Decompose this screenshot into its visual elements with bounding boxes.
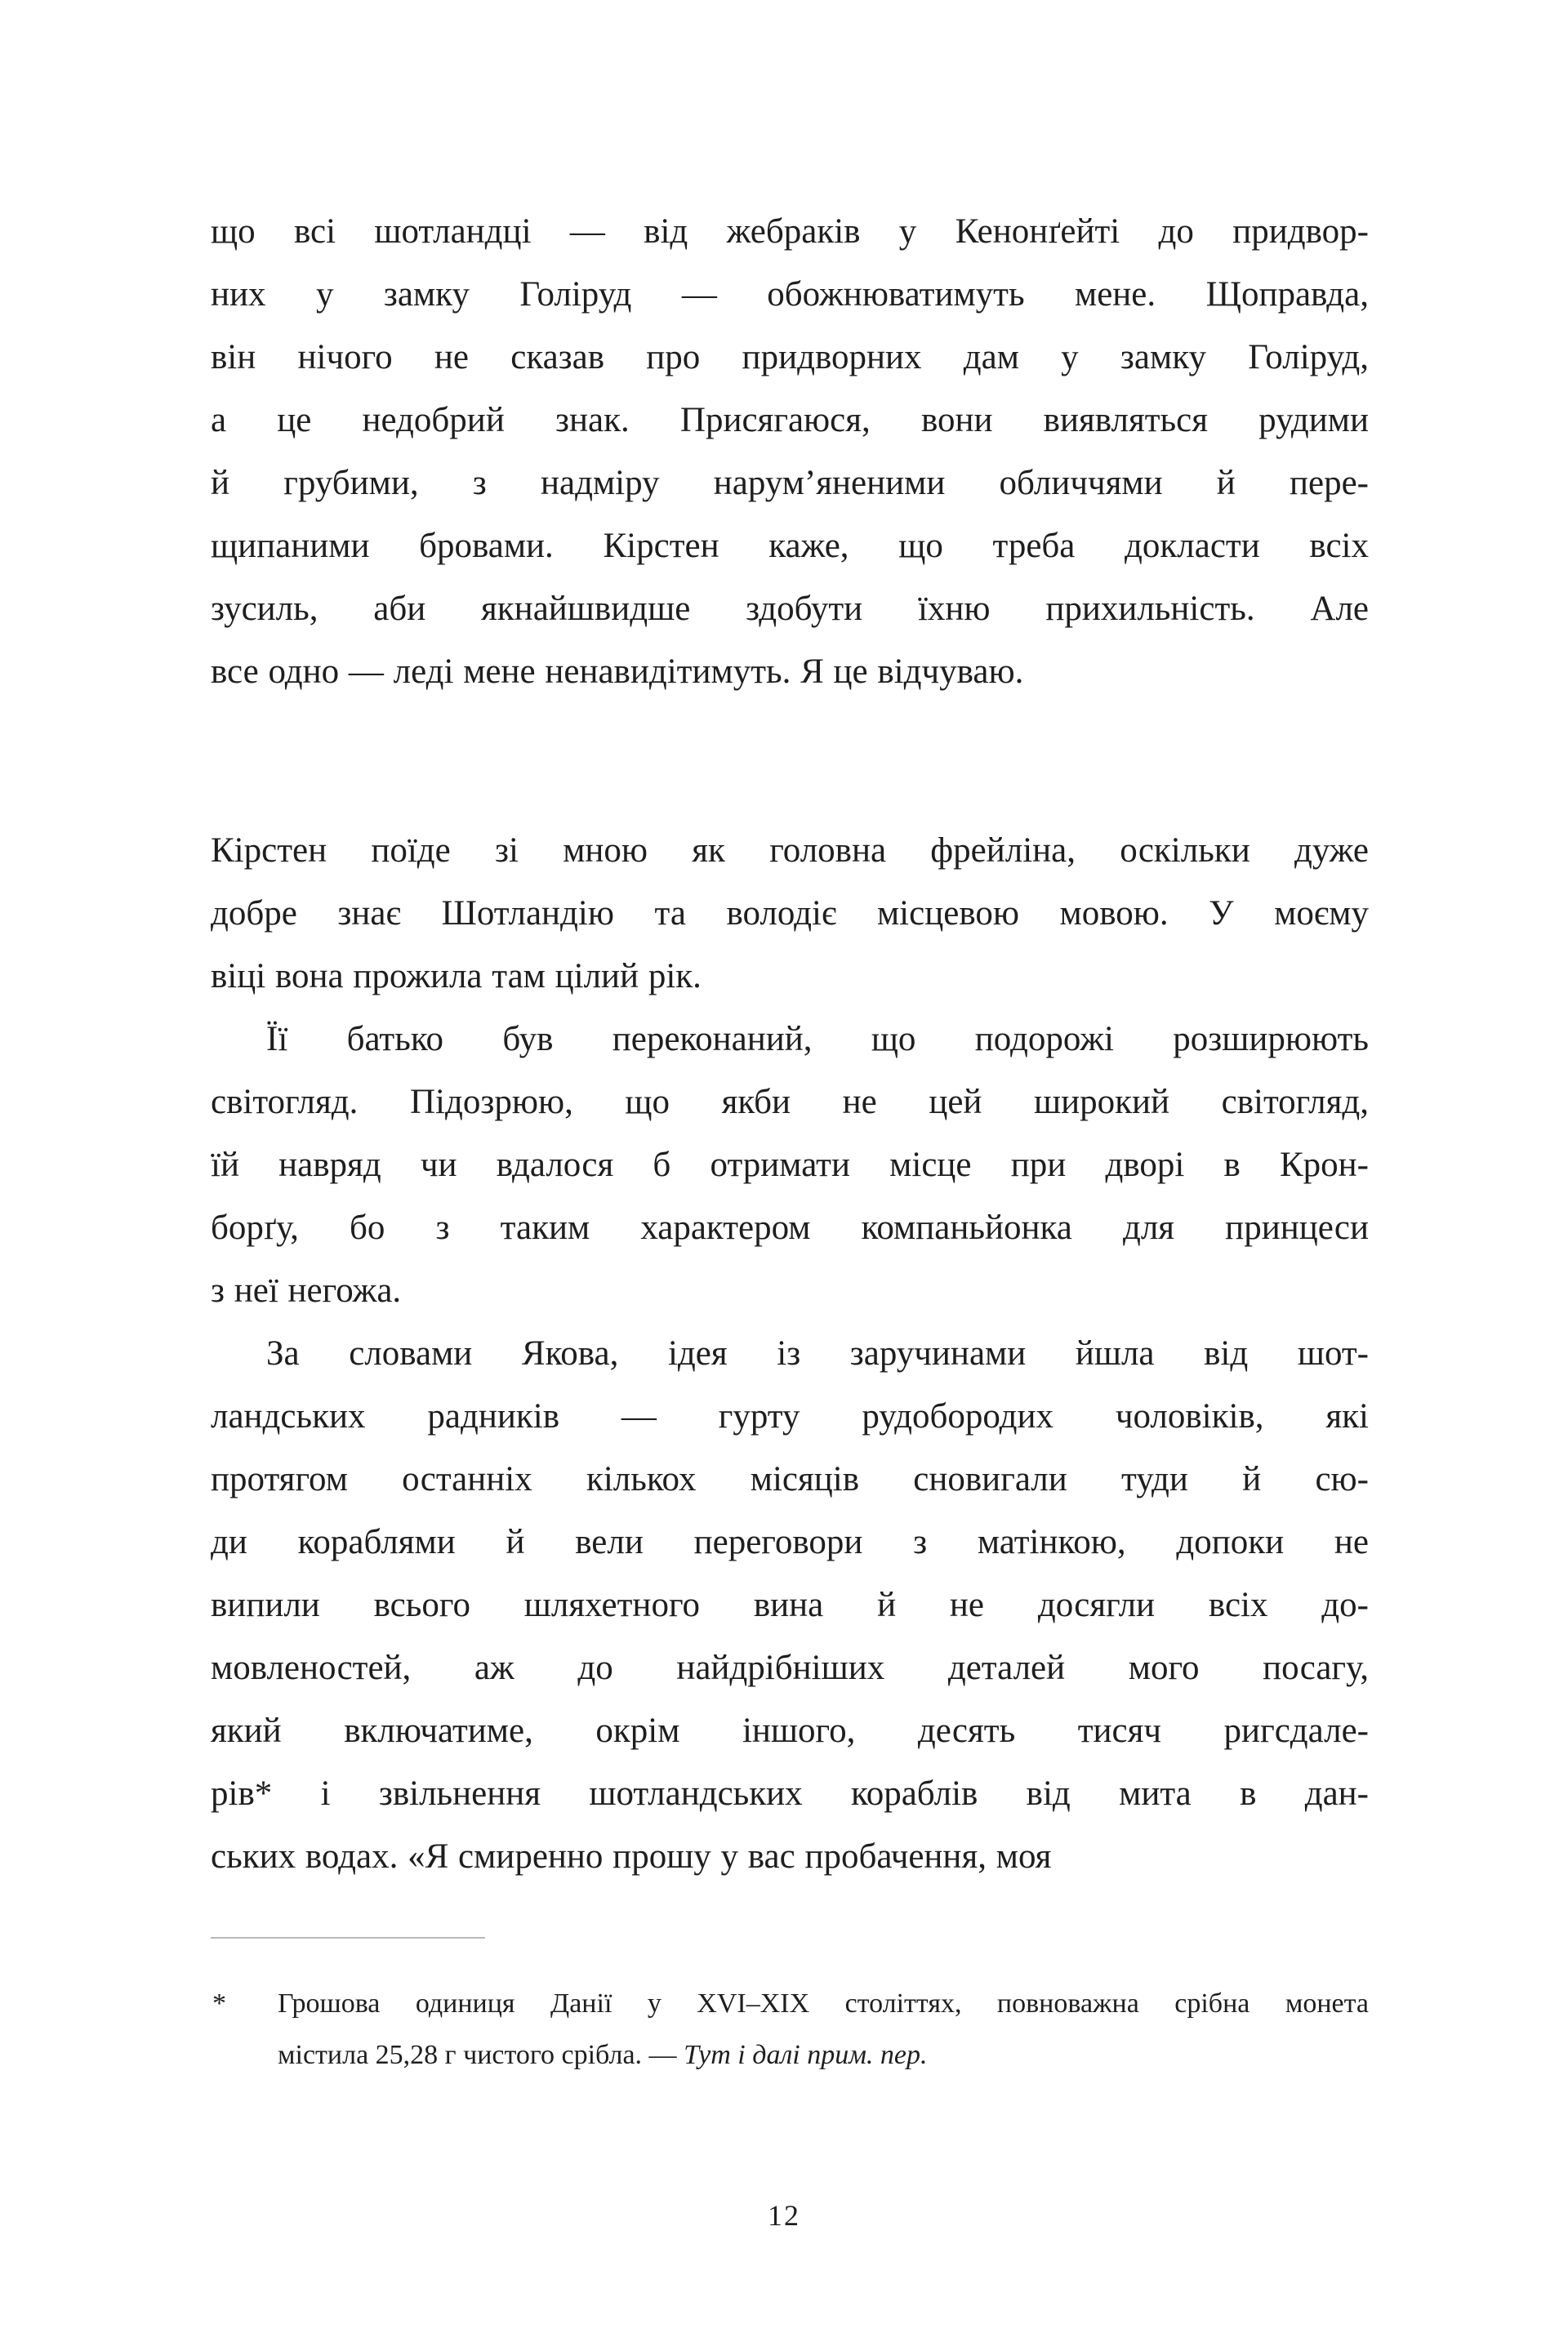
text-line: він нічого не сказав про придворних дам у замку Голіруд, [211,338,1369,376]
footnote-line-italic: Тут і далі прим. пер. [684,2040,928,2070]
text-line: з неї негожа. [211,1271,402,1310]
text-line: рів* і звільнення шотландських кораблів від мита в дан- [211,1774,1369,1813]
paragraph [211,1008,1369,1322]
footnote-text [278,1978,1369,2081]
text-line: випили всього шляхетного вина й не досягли всіх до- [211,1586,1369,1624]
text-block [211,200,1369,1888]
page-number: 12 [768,2199,800,2232]
paragraph [211,819,1369,1008]
text-line: який включатиме, окрім іншого, десять тисяч ригсдале- [211,1712,1369,1750]
text-line: протягом останніх кількох місяців сновигали туди й сю- [211,1460,1369,1498]
text-line: За словами Якова, ідея із заручинами йшла від шот- [266,1334,1369,1373]
footnote-marker: * [212,1988,226,2019]
paragraph [211,200,1369,703]
text-line: мовленостей, аж до найдрібніших деталей мого посагу, [211,1649,1369,1687]
text-line: що всі шотландці — від жебраків у Кенонґейті до придвор- [211,212,1369,251]
text-line: ди кораблями й вели переговори з матінкою, допоки не [211,1523,1369,1561]
footnote-body [211,1978,1369,2081]
text-line: й грубими, з надміру нарум’яненими обличчями й пере- [211,464,1369,502]
text-line: щипаними бровами. Кірстен каже, що треба докласти всіх [211,527,1369,565]
footnote-separator [211,1937,485,1939]
text-line: зусиль, аби якнайшвидше здобути їхню прихильність. Але [211,590,1369,628]
text-line: борґу, бо з таким характером компаньйонка для принцеси [211,1209,1369,1247]
text-line: них у замку Голіруд — обожнюватимуть мене. Щоправда, [211,275,1369,314]
text-line: віці вона прожила там цілий рік. [211,957,702,995]
footnote-line-regular: містила 25,28 г чистого срібла. — [278,2040,684,2070]
text-line: ландських радників — гурту рудобородих чоловіків, які [211,1397,1369,1436]
text-line: Її батько був переконаний, що подорожі розширюють [266,1020,1369,1058]
text-line: їй навряд чи вдалося б отримати місце при дворі в Крон- [211,1146,1369,1184]
text-line: ських водах. «Я смиренно прошу у вас пробачення, моя [211,1837,1052,1876]
text-line: добре знає Шотландію та володіє місцевою мовою. У моєму [211,894,1369,933]
footnote-line: Грошова одиниця Данії у XVI–XIX століттях, повноважна срібна монета [278,1988,1369,2019]
footnote [211,1937,1369,2081]
text-line: все одно — леді мене ненавидітимуть. Я це відчуваю. [211,652,1024,691]
paragraph [211,1322,1369,1888]
text-line: а це недобрий знак. Присягаюся, вони виявляться рудими [211,401,1369,439]
text-line: світогляд. Підозрюю, що якби не цей широкий світогляд, [211,1083,1369,1121]
footnote-line [278,2029,1369,2081]
text-line: Кірстен поїде зі мною як головна фрейліна, оскільки дуже [211,831,1369,870]
